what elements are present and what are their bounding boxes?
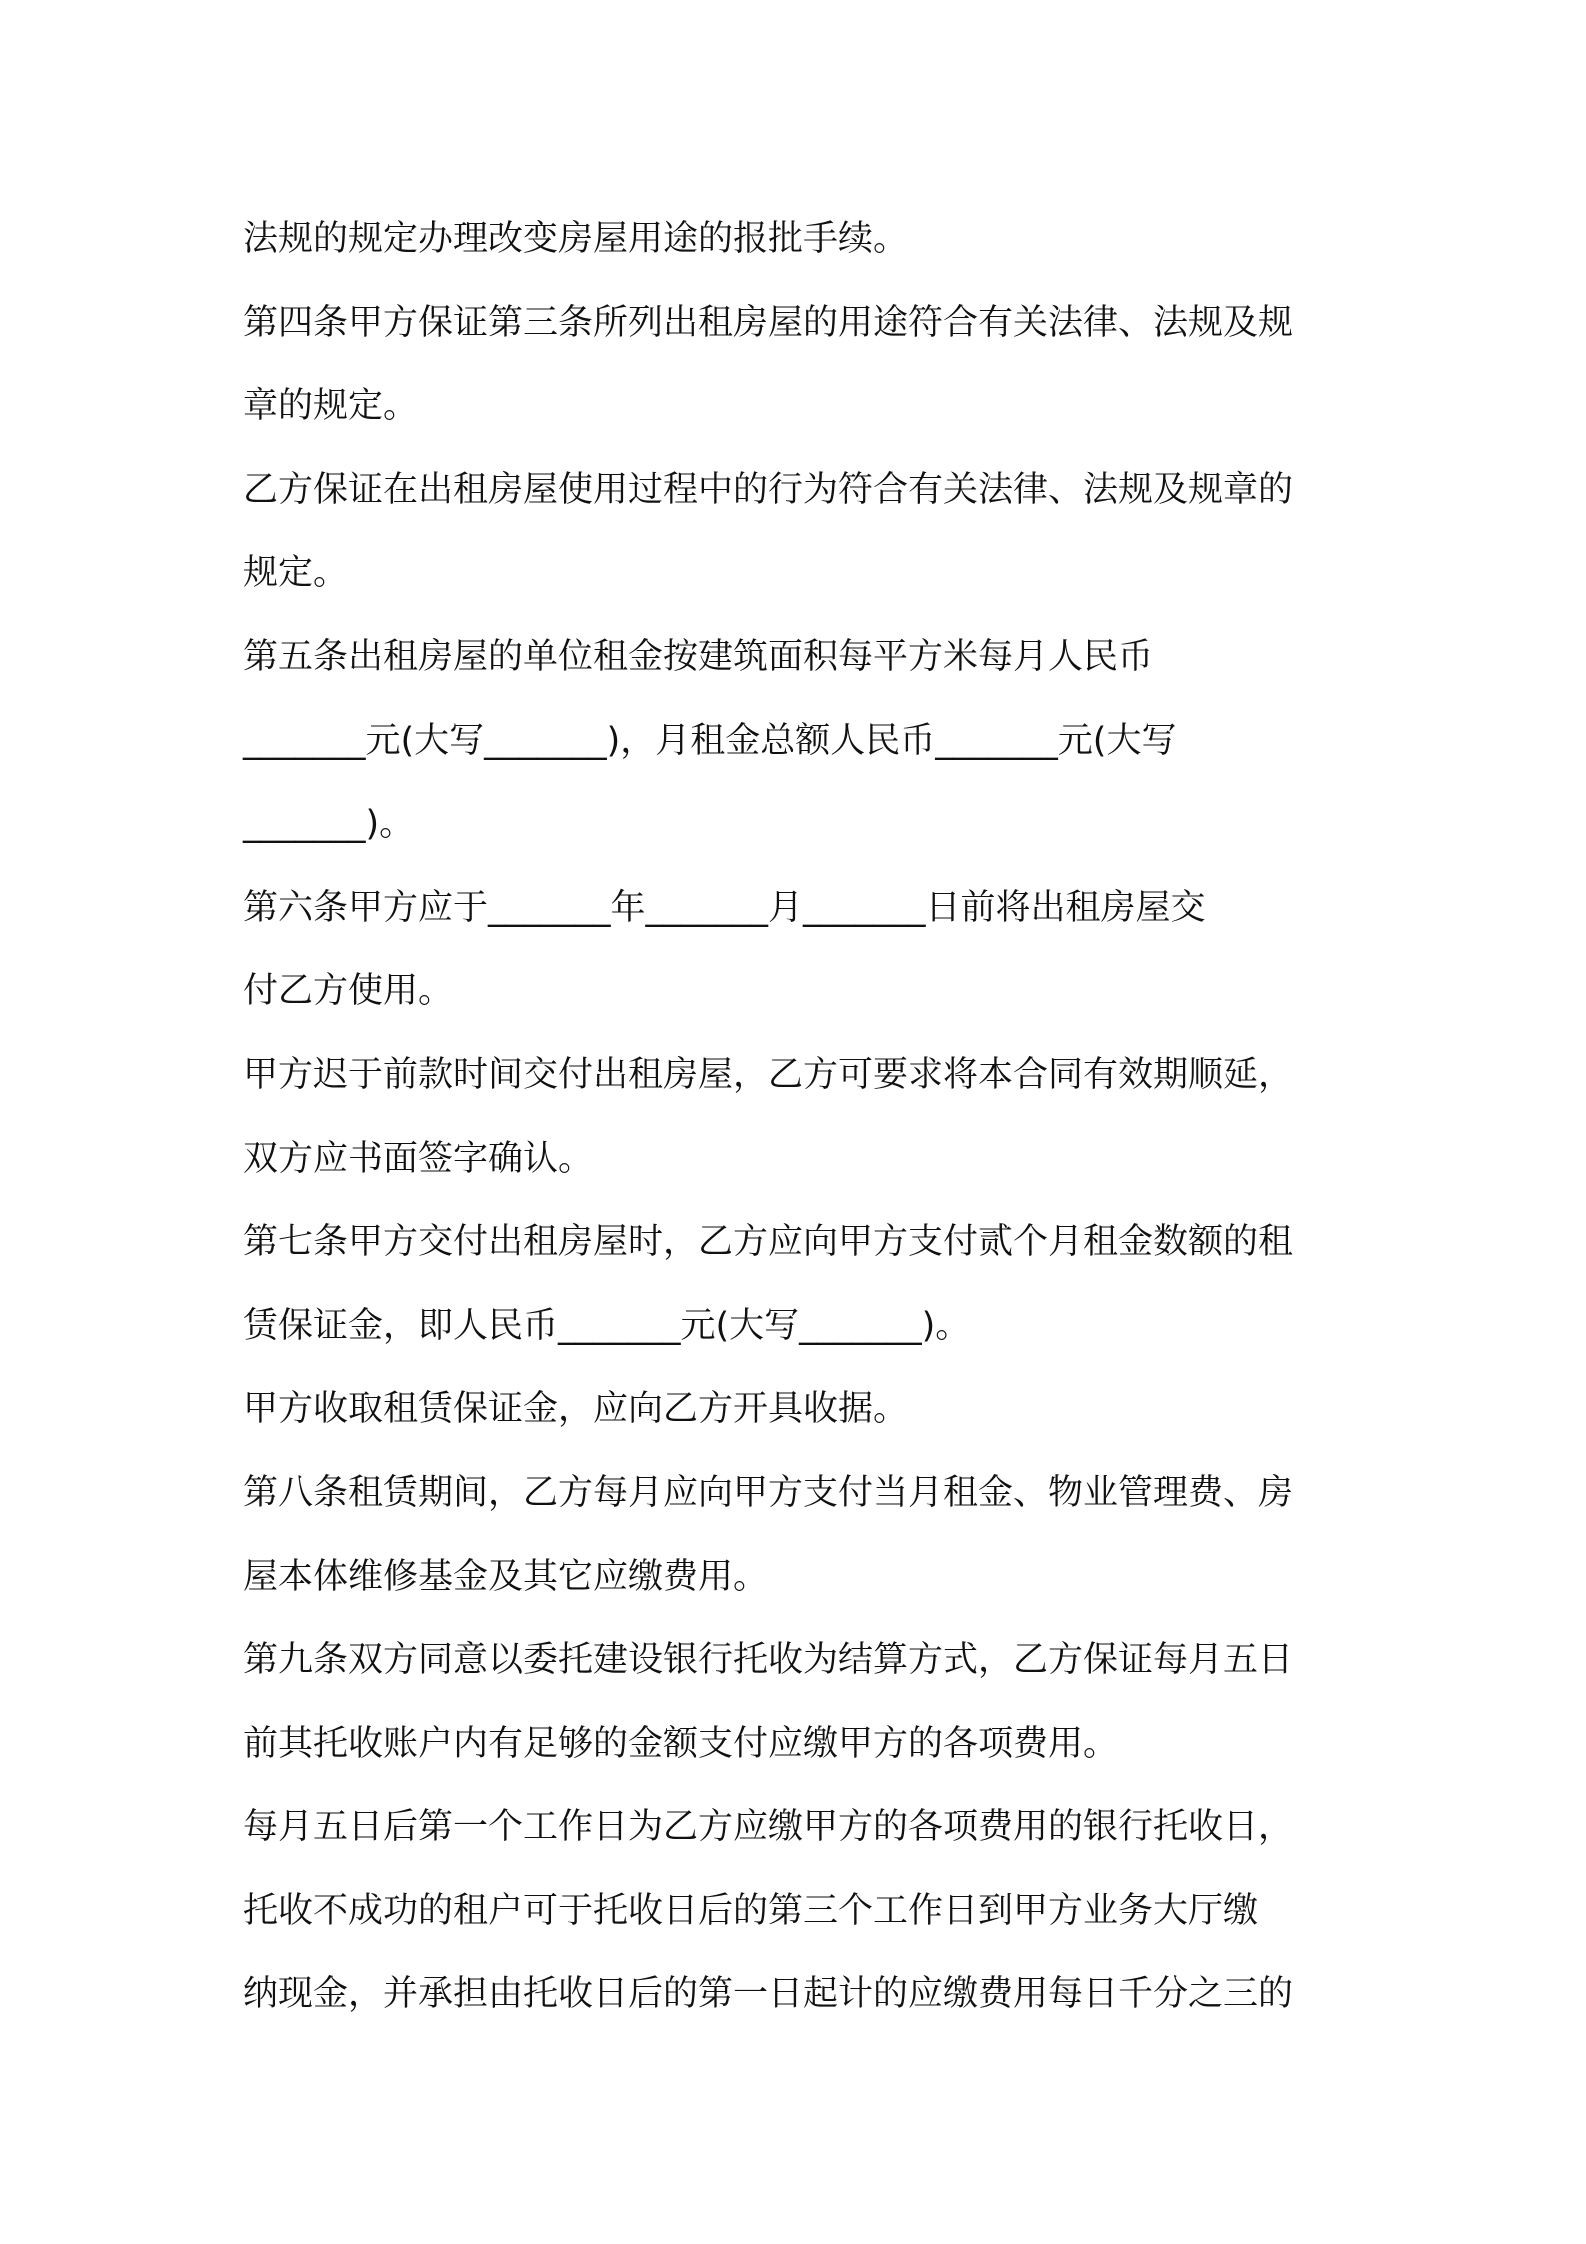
text-line: 法规的规定办理改变房屋用途的报批手续。 [243, 219, 909, 259]
text-line: _______元(大写_______)，月租金总额人民币_______元(大写 [243, 720, 1177, 761]
text-line: 第六条甲方应于_______年_______月_______日前将出租房屋交 [243, 887, 1206, 928]
text-line: 付乙方使用。 [243, 971, 454, 1012]
text-line: 赁保证金，即人民币_______元(大写_______)。 [243, 1305, 971, 1346]
text-line: 屋本体维修基金及其它应缴费用。 [243, 1556, 769, 1597]
text-line: 双方应书面签字确认。 [243, 1138, 594, 1179]
text-line: _______)。 [243, 804, 415, 845]
text-line: 第八条租赁期间，乙方每月应向甲方支付当月租金、物业管理费、房 [243, 1472, 1294, 1513]
text-line: 托收不成功的租户可于托收日后的第三个工作日到甲方业务大厅缴 [243, 1890, 1259, 1931]
text-line: 第七条甲方交付出租房屋时，乙方应向甲方支付贰个月租金数额的租 [243, 1222, 1294, 1263]
text-line: 甲方收取租赁保证金，应向乙方开具收据。 [243, 1389, 909, 1430]
text-line: 前其托收账户内有足够的金额支付应缴甲方的各项费用。 [243, 1723, 1119, 1764]
text-line: 章的规定。 [243, 386, 419, 427]
text-line: 每月五日后第一个工作日为乙方应缴甲方的各项费用的银行托收日， [243, 1807, 1294, 1848]
text-line: 第四条甲方保证第三条所列出租房屋的用途符合有关法律、法规及规 [243, 302, 1294, 343]
text-line: 规定。 [243, 553, 349, 594]
text-line: 纳现金，并承担由托收日后的第一日起计的应缴费用每日千分之三的 [243, 1974, 1294, 2015]
document-body [243, 198, 1363, 2037]
text-line: 乙方保证在出租房屋使用过程中的行为符合有关法律、法规及规章的 [243, 469, 1294, 510]
text-line: 甲方迟于前款时间交付出租房屋，乙方可要求将本合同有效期顺延， [243, 1054, 1294, 1095]
text-line: 第五条出租房屋的单位租金按建筑面积每平方米每月人民币 [243, 636, 1154, 677]
text-line: 第九条双方同意以委托建设银行托收为结算方式，乙方保证每月五日 [243, 1640, 1294, 1681]
